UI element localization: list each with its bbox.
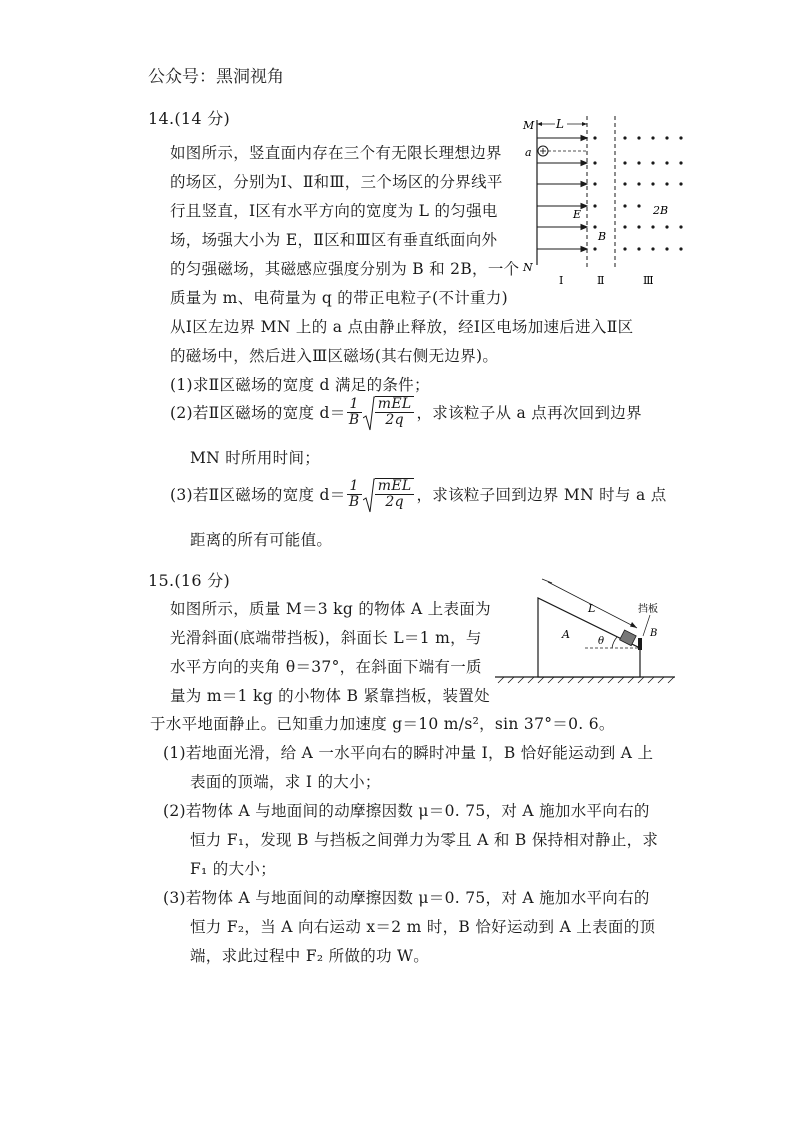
fraction-numerator: 1 xyxy=(347,397,362,413)
q14-text-line-5: 的匀强磁场，其磁感应强度分别为 B 和 2B，一个 xyxy=(170,260,520,278)
q14-part2-sqrt xyxy=(363,396,415,428)
field-dots-region-ii xyxy=(593,136,596,250)
label-e: E xyxy=(573,208,582,221)
q14-text-line-2: 的场区，分别为Ⅰ、Ⅱ和Ⅲ，三个场区的分界线平 xyxy=(170,173,503,191)
q14-part2-line2: MN 时所用时间； xyxy=(190,449,321,467)
q15-part3-line1: (3)若物体 A 与地面间的动摩擦因数 μ＝0. 75，对 A 施加水平向右的 xyxy=(163,889,650,907)
q15-part2-line3: F₁ 的大小； xyxy=(190,860,276,878)
label-theta: θ xyxy=(598,636,605,647)
q15-text-line-5: 于水平地面静止。已知重力加速度 g＝10 m/s²，sin 37°＝0. 6。 xyxy=(150,715,615,733)
label-region-ii: Ⅱ xyxy=(597,274,605,287)
baffle-shape xyxy=(638,638,642,650)
q14-part3-pre: (3)若Ⅱ区磁场的宽度 d＝ xyxy=(170,486,346,504)
sqrt-numerator: mEL xyxy=(375,397,415,413)
label-b: B xyxy=(650,628,658,639)
label-b: B xyxy=(598,230,607,243)
fraction-denominator: B xyxy=(348,493,360,510)
q14-part2-fraction xyxy=(347,397,362,428)
q15-part1-line1: (1)若地面光滑，给 A 一水平向右的瞬时冲量 I，B 恰好能运动到 A 上 xyxy=(163,744,654,762)
electric-field-arrows xyxy=(537,136,587,252)
q14-text-line-3: 行且竖直，Ⅰ区有水平方向的宽度为 L 的匀强电 xyxy=(170,202,498,220)
label-a: A xyxy=(562,628,570,641)
label-a: a xyxy=(525,146,532,159)
field-dots-region-iii xyxy=(623,136,682,250)
q15-number: 15.(16 分) xyxy=(148,571,231,590)
label-region-i: Ⅰ xyxy=(559,274,564,287)
q14-text-line-8: 的磁场中，然后进入Ⅲ区磁场(其右侧无边界)。 xyxy=(170,347,499,365)
label-region-iii: Ⅲ xyxy=(643,274,654,287)
label-l: L xyxy=(556,117,564,131)
q14-text-line-1: 如图所示，竖直面内存在三个有无限长理想边界 xyxy=(170,144,502,162)
sqrt-denominator: 2q xyxy=(385,412,404,428)
q15-text-line-2: 光滑斜面(底端带挡板)，斜面长 L＝1 m，与 xyxy=(170,629,482,647)
q15-part3-line3: 端，求此过程中 F₂ 所做的功 W。 xyxy=(190,947,430,965)
q15-text-line-4: 量为 m＝1 kg 的小物体 B 紧靠挡板，装置处 xyxy=(170,687,490,705)
radical-sign-icon xyxy=(363,478,375,514)
q14-part3-line2: 距离的所有可能值。 xyxy=(190,531,333,549)
sqrt-denominator: 2q xyxy=(385,494,404,510)
q14-part3-sqrt xyxy=(363,478,415,510)
label-l: L xyxy=(588,602,596,615)
q14-text-line-6: 质量为 m、电荷量为 q 的带正电粒子(不计重力) xyxy=(170,289,508,307)
label-dangban: 挡板 xyxy=(638,604,658,615)
fraction-denominator: B xyxy=(348,411,360,428)
q14-part1: (1)求Ⅱ区磁场的宽度 d 满足的条件； xyxy=(170,376,430,394)
q15-part2-line1: (2)若物体 A 与地面间的动摩擦因数 μ＝0. 75，对 A 施加水平向右的 xyxy=(163,802,650,820)
q14-number: 14.(14 分) xyxy=(148,109,231,128)
q14-part2-post: ，求该粒子从 a 点再次回到边界 xyxy=(416,404,642,422)
q14-part3-fraction xyxy=(347,479,362,510)
sqrt-numerator: mEL xyxy=(375,479,415,495)
q15-text-line-3: 水平方向的夹角 θ＝37°，在斜面下端有一质 xyxy=(170,658,482,676)
q14-part2 xyxy=(170,396,642,428)
fraction-numerator: 1 xyxy=(347,479,362,495)
watermark-header: 公众号：黑洞视角 xyxy=(148,67,284,87)
q15-part2-line2: 恒力 F₁，发现 B 与挡板之间弹力为零且 A 和 B 保持相对静止，求 xyxy=(190,831,659,849)
q14-text-line-7: 从Ⅰ区左边界 MN 上的 a 点由静止释放，经Ⅰ区电场加速后进入Ⅱ区 xyxy=(170,318,634,336)
q15-part3-line2: 恒力 F₂，当 A 向右运动 x＝2 m 时，B 恰好运动到 A 上表面的顶 xyxy=(190,918,656,936)
q14-part3 xyxy=(170,478,667,510)
ground-hatching xyxy=(498,677,674,683)
q14-text-line-4: 场，场强大小为 E，Ⅱ区和Ⅲ区有垂直纸面向外 xyxy=(170,231,498,249)
q15-text-line-1: 如图所示，质量 M＝3 kg 的物体 A 上表面为 xyxy=(170,600,491,618)
q14-part2-pre: (2)若Ⅱ区磁场的宽度 d＝ xyxy=(170,404,346,422)
label-2b: 2B xyxy=(653,204,669,217)
label-m: M xyxy=(523,119,535,132)
q14-field-diagram xyxy=(515,110,685,290)
radical-sign-icon xyxy=(363,396,375,432)
q14-part3-post: ，求该粒子回到边界 MN 时与 a 点 xyxy=(416,486,667,504)
label-n: N xyxy=(523,261,533,274)
q15-incline-diagram xyxy=(490,570,680,690)
q15-part1-line2: 表面的顶端，求 I 的大小； xyxy=(190,773,381,791)
